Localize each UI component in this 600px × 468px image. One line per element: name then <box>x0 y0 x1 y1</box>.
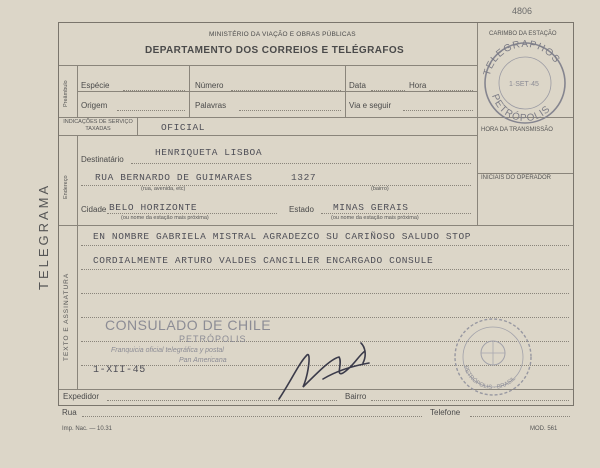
consulate-stamp: CONSULADO DE CHILE <box>105 317 272 333</box>
message-line-1: EN NOMBRE GABRIELA MISTRAL AGRADEZCO SU CARIÑOSO SALUDO STOP <box>93 231 472 242</box>
ministry-title: MINISTÉRIO DA VIAÇÃO E OBRAS PÚBLICAS <box>209 31 356 38</box>
estado-label: Estado <box>289 205 314 214</box>
bairro-hint: (bairro) <box>371 186 389 192</box>
consulate-sub-note: Pan Americana <box>179 357 227 364</box>
message-section-label: TEXTO E ASSINATURA <box>63 272 70 361</box>
street-hint: (rua, avenida, etc) <box>141 186 186 192</box>
cidade-label: Cidade <box>81 205 107 214</box>
station-postmark <box>475 37 575 125</box>
postmark-date: 1·SET·45 <box>509 81 539 88</box>
corner-number: 4806 <box>512 6 533 16</box>
department-title: DEPARTAMENTO DOS CORREIOS E TELÉGRAFOS <box>145 45 405 56</box>
especie-label: Espécie <box>81 81 110 90</box>
postmark-bottom-text: PETRÓPOLIS <box>489 92 553 125</box>
date-written: 1-XII-45 <box>93 365 146 376</box>
data-label: Data <box>349 81 366 90</box>
bairro-label: Bairro <box>345 392 367 401</box>
cidade-value: BELO HORIZONTE <box>109 202 198 213</box>
hora-transmissao-label: HORA DA TRANSMISSÃO <box>481 127 553 133</box>
numero-label: Número <box>195 81 224 90</box>
model-number: MOD. 561 <box>530 426 558 432</box>
preamble-label: Preâmbulo <box>63 80 69 107</box>
handwritten-signature <box>273 333 393 405</box>
telegram-side-title: TELEGRAMA <box>36 182 51 290</box>
palavras-label: Palavras <box>195 101 227 110</box>
expedidor-label: Expedidor <box>63 392 100 401</box>
hora-label: Hora <box>409 81 427 90</box>
destinatario-label: Destinatário <box>81 155 124 164</box>
telefone-label: Telefone <box>430 408 461 417</box>
street-value: RUA BERNARDO DE GUIMARAES <box>95 172 253 183</box>
cidade-hint: (ou nome da estação mais próxima) <box>121 215 209 221</box>
postmark-top-text: TELEGRAPHOS <box>481 38 562 78</box>
carimbo-label: CARIMBO DA ESTAÇÃO <box>489 31 557 37</box>
consulate-city: PETRÓPOLIS <box>179 334 247 344</box>
seal-text: PETRÓPOLIS · BRASIL <box>461 365 518 392</box>
rua-label: Rua <box>62 408 77 417</box>
iniciais-operador-label: INICIAIS DO OPERADOR <box>481 175 552 181</box>
estado-hint: (ou nome da estação mais próxima) <box>331 215 419 221</box>
telegram-form <box>58 22 574 406</box>
via-label: Via e seguir <box>349 101 392 110</box>
destinatario-value: HENRIQUETA LISBOA <box>155 147 263 158</box>
svg-text:PETRÓPOLIS · BRASIL <box>462 365 518 391</box>
street-number: 1327 <box>291 172 317 183</box>
consulate-franchise-note: Franquicia oficial telegráfica y postal <box>111 347 224 354</box>
estado-value: MINAS GERAIS <box>333 202 409 213</box>
message-line-2: CORDIALMENTE ARTURO VALDES CANCILLER ENCARGADO CONSULE <box>93 255 434 266</box>
service-label: INDICAÇÕES DE SERVIÇO TAXADAS <box>63 119 133 132</box>
imprint-label: Imp. Nac. — 10.31 <box>62 426 113 432</box>
origem-label: Origem <box>81 101 108 110</box>
svg-text:TELEGRAPHOS <box>482 39 562 77</box>
service-value: OFICIAL <box>161 122 206 133</box>
consulate-seal <box>451 315 535 399</box>
address-section-label: Endereço <box>63 175 69 199</box>
